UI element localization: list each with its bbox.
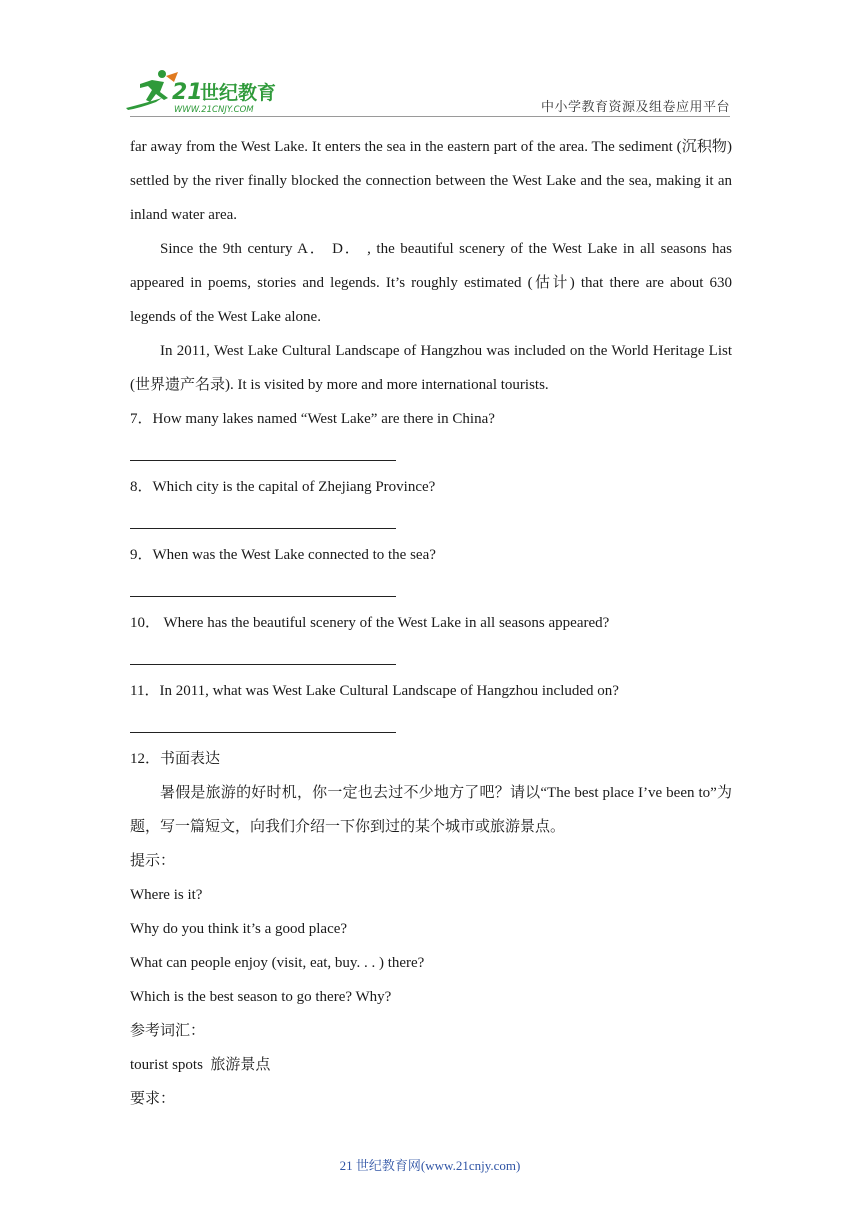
question-7: 7．How many lakes named “West Lake” are there in China? — [130, 411, 495, 427]
question-9: 9．When was the West Lake connected to the sea? — [130, 547, 436, 563]
writing-title: 12．书面表达 — [130, 751, 221, 767]
document-body — [130, 130, 732, 1116]
hint-2: Why do you think it’s a good place? — [130, 921, 348, 937]
svg-text:WWW.21CNJY.COM: WWW.21CNJY.COM — [174, 105, 254, 115]
hint-3: What can people enjoy (visit, eat, buy. . . ) there? — [130, 955, 425, 971]
runner-logo-icon — [122, 68, 292, 118]
platform-name: 中小学教育资源及组卷应用平台 — [540, 100, 730, 115]
passage-paragraph-3: In 2011, West Lake Cultural Landscape of Hangzhou was included on the World Heritage List (世界遗产名录). It is visited by more and more international tourists. — [130, 343, 732, 393]
answer-line-8[interactable] — [130, 504, 396, 538]
question-8: 8．Which city is the capital of Zhejiang Province? — [130, 479, 436, 495]
site-logo — [122, 68, 292, 118]
answer-line-7[interactable] — [130, 436, 396, 470]
header-divider — [130, 116, 730, 117]
question-11: 11．In 2011, what was West Lake Cultural Landscape of Hangzhou included on? — [130, 683, 619, 699]
vocab-label: 参考词汇： — [130, 1023, 206, 1039]
answer-line-9[interactable] — [130, 572, 396, 606]
requirements-label: 要求： — [130, 1091, 176, 1107]
answer-line-11[interactable] — [130, 708, 396, 742]
svg-text:21: 21 — [172, 80, 203, 105]
writing-prompt: 暑假是旅游的好时机，你一定也去过不少地方了吧？请以“The best place I’ve been to”为题，写一篇短文，向我们介绍一下你到过的某个城市或旅游景点。 — [130, 785, 732, 835]
hint-1: Where is it? — [130, 887, 203, 903]
passage-paragraph-1: far away from the West Lake. It enters the sea in the eastern part of the area. The sediment (沉积物) settled by the river finally blocked the connection between the West Lake and the sea, making it an inland water area. — [130, 139, 732, 223]
page-footer: 21 世纪教育网(www.21cnjy.com) — [339, 1158, 521, 1173]
passage-paragraph-2: Since the 9th century A． D． , the beautiful scenery of the West Lake in all seasons has appeared in poems, stories and legends. It’s roughly estimated (估计) that there are about 630 legends of the West Lake alone. — [130, 241, 732, 325]
vocab-item: tourist spots 旅游景点 — [130, 1057, 271, 1073]
svg-text:世纪教育: 世纪教育 — [200, 82, 277, 104]
hint-label: 提示： — [130, 853, 176, 869]
page-header — [0, 0, 860, 126]
question-10: 10． Where has the beautiful scenery of the West Lake in all seasons appeared? — [130, 615, 610, 631]
hint-4: Which is the best season to go there? Why? — [130, 989, 392, 1005]
answer-line-10[interactable] — [130, 640, 396, 674]
